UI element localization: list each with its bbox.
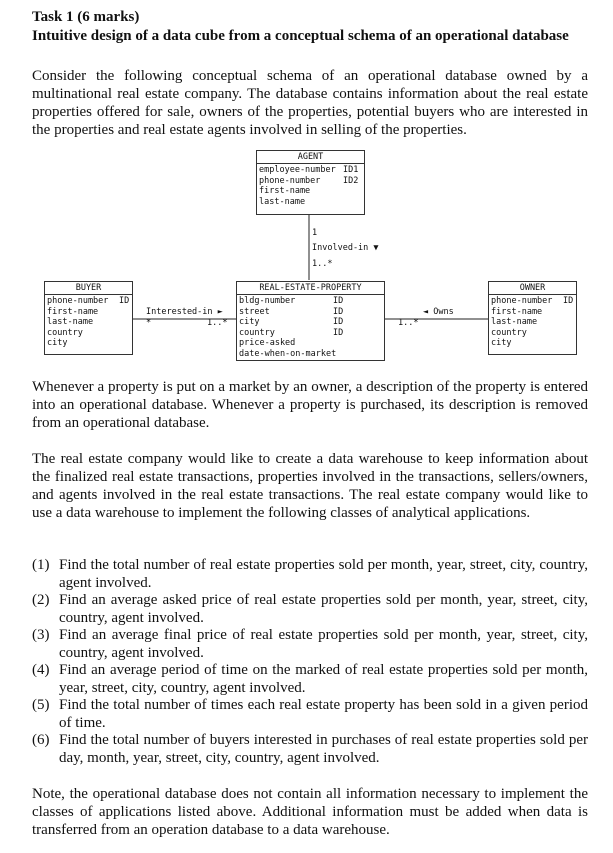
interested-in-mult-left: * [146, 318, 152, 328]
owner-attr: phone-number ID [491, 296, 574, 306]
lifecycle-paragraph: Whenever a property is put on a market by an owner, a description of the property is entered into an operational database. Whenever a property is purchased, its description is removed from an operational database. [32, 379, 588, 431]
property-entity-name: REAL-ESTATE-PROPERTY [237, 282, 384, 295]
buyer-attr: phone-number ID [47, 296, 130, 306]
agent-attr: employee-number ID1 [259, 165, 359, 175]
buyer-attr: city [47, 338, 68, 348]
list-item: (3) Find an average final price of real estate properties sold per month, year, street, city, country, agent involved. [32, 627, 588, 661]
involved-in-mult-top: 1 [312, 228, 318, 238]
property-attr: bldg-number ID [239, 296, 344, 306]
agent-entity [256, 150, 365, 215]
buyer-attr: first-name [47, 306, 99, 317]
owns-mult-left: 1..* [398, 318, 419, 328]
property-attr: price-asked [239, 338, 296, 348]
agent-attr: phone-number ID2 [259, 175, 359, 186]
property-attr: country ID [239, 327, 344, 338]
note-paragraph: Note, the operational database does not contain all information necessary to implement the classes of applications listed above. Additional information must be added when data is transferred from an operation database to a data warehouse. [32, 786, 588, 838]
property-attr: date-when-on-market [239, 348, 337, 359]
buyer-attr: last-name [47, 317, 94, 327]
involved-in-mult-bottom: 1..* [312, 259, 333, 269]
intro-paragraph: Consider the following conceptual schema of an operational database owned by a multinational real estate company. The database contains information about the real estate properties offered for sale, owners of the properties, potential buyers who are interested in the properties and real estate agents involved in selling of the properties. [32, 68, 588, 138]
owner-attr: first-name [491, 306, 543, 317]
list-item: (2) Find an average asked price of real estate properties sold per month, year, street, city, country, agent involved. [32, 592, 588, 626]
owner-attr: city [491, 338, 512, 348]
task-heading: Task 1 (6 marks) [32, 9, 140, 25]
property-entity [236, 281, 385, 361]
applications-list [32, 557, 588, 767]
list-item: (6) Find the total number of buyers interested in purchases of real estate properties sold per day, month, year, street, city, country, agent involved. [32, 732, 588, 766]
agent-entity-name: AGENT [257, 151, 364, 164]
owner-attr: last-name [491, 317, 538, 327]
list-item: (5) Find the total number of times each real estate property has been sold in a given period of time. [32, 697, 588, 731]
buyer-attr: country [47, 327, 83, 338]
list-item: (1) Find the total number of real estate properties sold per month, year, street, city, country, agent involved. [32, 557, 588, 591]
owner-attr: country [491, 327, 527, 338]
agent-attr: first-name [259, 186, 311, 196]
property-attr: city ID [239, 317, 344, 327]
owner-entity-name: OWNER [489, 282, 576, 295]
owns-label: ◄ Owns [423, 307, 454, 317]
interested-in-mult-right: 1..* [207, 318, 228, 328]
buyer-entity [44, 281, 133, 355]
buyer-entity-name: BUYER [45, 282, 132, 295]
involved-in-label: Involved-in ▼ [312, 243, 379, 253]
warehouse-paragraph: The real estate company would like to create a data warehouse to keep information about the finalized real estate transactions, properties involved in the transactions, sellers/owners, and agents involved in the real estate transactions. The real estate company would like to use a data warehouse to implement the following classes of analytical applications. [32, 451, 588, 521]
list-item: (4) Find an average period of time on the marked of real estate properties sold per month, year, street, city, country, agent involved. [32, 662, 588, 696]
interested-in-label: Interested-in ► [146, 307, 223, 317]
property-attr: street ID [239, 306, 344, 317]
task-subheading: Intuitive design of a data cube from a conceptual schema of an operational database [32, 28, 569, 44]
agent-attr: last-name [259, 196, 306, 207]
owner-entity [488, 281, 577, 355]
